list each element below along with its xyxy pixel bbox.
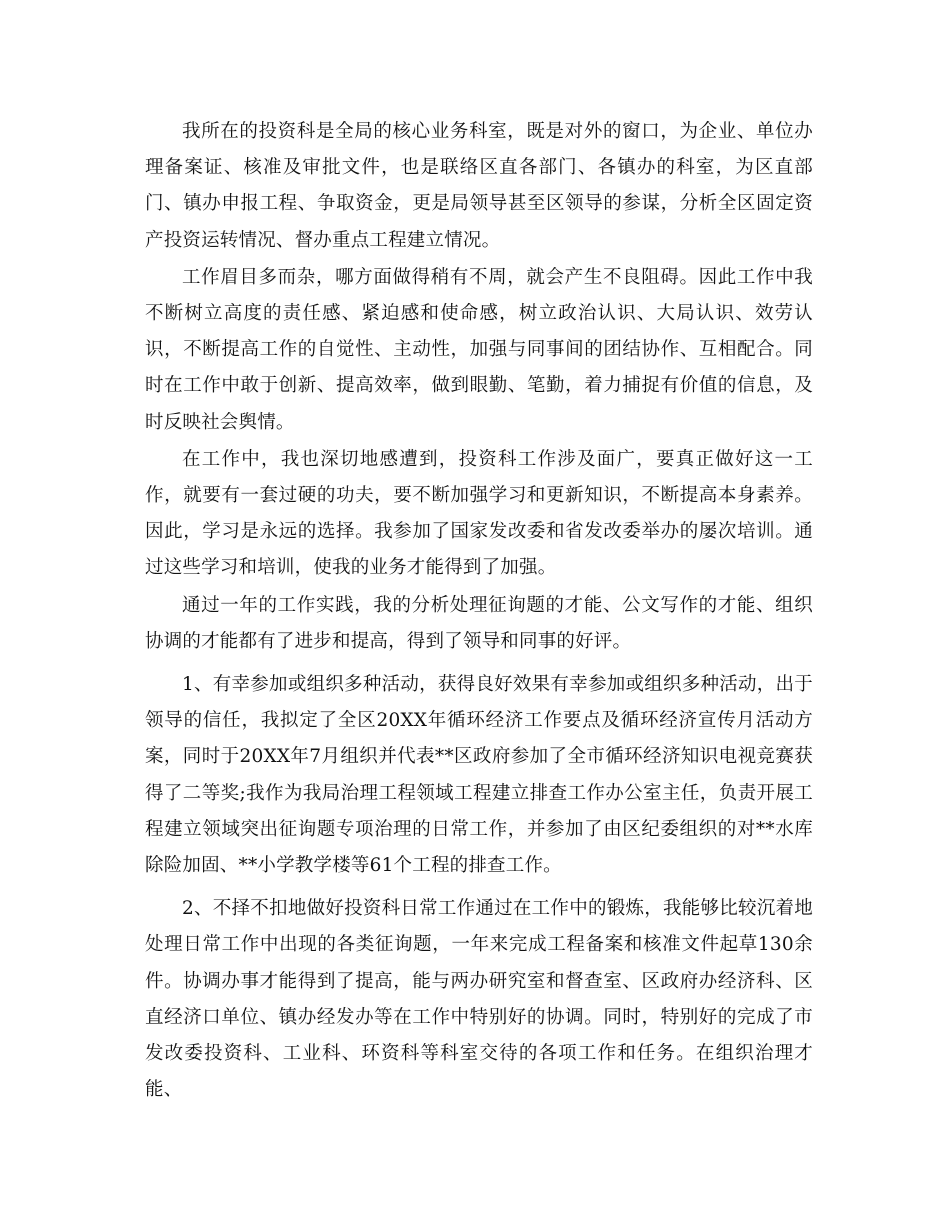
paragraph-investment-dept-role: 我所在的投资科是全局的核心业务科室，既是对外的窗口，为企业、单位办理备案证、核准及审批文件，也是联络区直各部门、各镇办的科室，为区直部门、镇办申报工程、争取资金，更是局领导甚至区领导的参谋，分析全区固定资产投资运转情况、督办重点工程建立情况。 <box>145 121 813 251</box>
paragraph-work-attitude: 工作眉目多而杂，哪方面做得稍有不周，就会产生不良阻碍。因此工作中我不断树立高度的责任感、紧迫感和使命感，树立政治认识、大局认识、效劳认识，不断提高工作的自觉性、主动性，加强与同事间的团结协作、互相配合。同时在工作中敢于创新、提高效率，做到眼勤、笔勤，着力捕捉有价值的信息，及时反映社会舆情。 <box>145 266 813 433</box>
document-body <box>145 114 813 1108</box>
paragraph-learning: 在工作中，我也深切地感遭到，投资科工作涉及面广，要真正做好这一工作，就要有一套过硬的功夫，要不断加强学习和更新知识，不断提高本身素养。因此，学习是永远的选择。我参加了国家发改委和省发改委举办的屡次培训。通过这些学习和培训，使我的业务才能得到了加强。 <box>145 448 813 579</box>
paragraph-item-1-activities: 1、有幸参加或组织多种活动，获得良好效果有幸参加或组织多种活动，出于领导的信任，我拟定了全区20XX年循环经济工作要点及循环经济宣传月活动方案，同时于20XX年7月组织并代表**区政府参加了全市循环经济知识电视竞赛获得了二等奖;我作为我局治理工程领域工程建立排查工作办公室主任，负责开展工程建立领域突出征询题专项治理的日常工作，并参加了由区纪委组织的对**水库除险加固、**小学教学楼等61个工程的排查工作。 <box>145 674 813 877</box>
paragraph-item-2-daily-work: 2、不择不扣地做好投资科日常工作通过在工作中的锻炼，我能够比较沉着地处理日常工作中出现的各类征询题，一年来完成工程备案和核准文件起草130余件。协调办事才能得到了提高，能与两办研究室和督查室、区政府办经济科、区直经济口单位、镇办经发办等在工作中特别好的协调。同时，特别好的完成了市发改委投资科、工业科、环资科等科室交待的各项工作和任务。在组织治理才能、 <box>145 898 813 1101</box>
paragraph-skills-improvement: 通过一年的工作实践，我的分析处理征询题的才能、公文写作的才能、组织协调的才能都有了进步和提高，得到了领导和同事的好评。 <box>145 594 813 652</box>
